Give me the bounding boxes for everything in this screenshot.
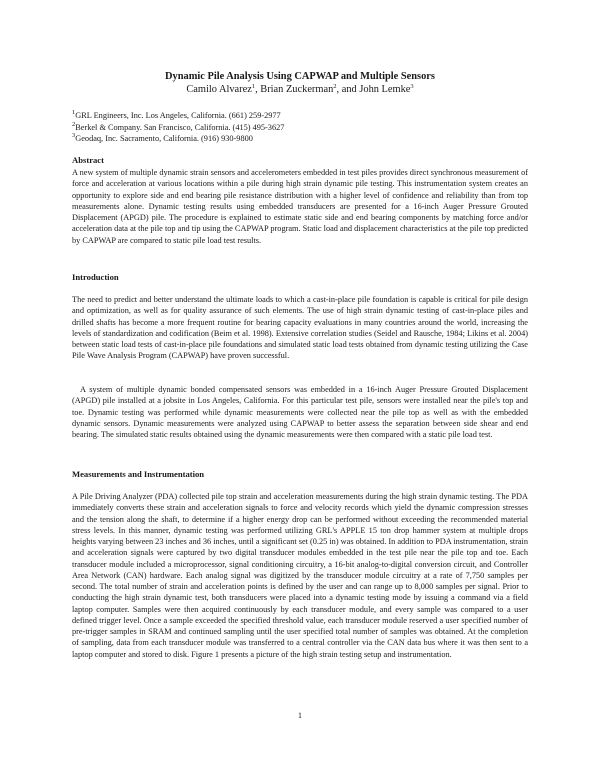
author-name: Brian Zuckerman bbox=[260, 84, 334, 95]
affiliation-superscript: 1 bbox=[72, 109, 76, 116]
affiliation bbox=[72, 110, 532, 122]
affiliation bbox=[72, 133, 532, 145]
author-name: Camilo Alvarez bbox=[186, 84, 252, 95]
abstract-text: A new system of multiple dynamic strain sensors and accelerometers embedded in test piles provides direct synchronous measurement of force and acceleration at various locations within a pile during high strain dynamic pile testing. This instrumentation system creates an opportunity to explore side and end bearing pile resistance distribution with a higher level of confidence and reliability than from top measurements alone. Dynamic testing results using embedded transducers are presented for a 16-inch Auger Pressure Grouted Displacement (APGD) pile. The procedure is explained to estimate static side and end bearing components by matching force and/or acceleration data at the pile top and tip using the CAPWAP program. Static load and displacement characteristics at the pile top predicted by CAPWAP are compared to static pile load test results. bbox=[72, 168, 528, 245]
author-name: John Lemke bbox=[359, 84, 411, 95]
author-superscript: 2 bbox=[333, 83, 337, 90]
measurements-paragraph: A Pile Driving Analyzer (PDA) collected pile top strain and acceleration measurements during the high strain dynamic testing. The PDA immediately converts these strain and acceleration signals to force and velocity records which yield the dynamic compression stresses and the tension along the shaft, to determine if a higher energy drop can be performed without exceeding the recommended material stress levels. In this manner, dynamic testing was performed utilizing GRL's APPLE 15 ton drop hammer system at multiple drops heights varying between 23 inches and 36 inches, until a significant set (0.25 in) was obtained. In addition to PDA instrumentation, strain and acceleration signals were captured by two digital transducer modules embedded in the test pile near the pile top and toe. Each transducer module included a microprocessor, signal conditioning circuitry, a 16-bit analog-to-digital conversion circuit, and Controller Area Network (CAN) hardware. Each analog signal was digitized by the transducer module circuitry at a rate of 7,750 samples per second. The total number of strain and acceleration points is defined by the user and can range up to 8,000 samples per signal. Prior to conducting the high strain dynamic test, both transducers were placed into a dynamic testing mode by issuing a command via a field laptop computer. Samples were then acquired continuously by each transducer module, and every sample was compared to a user defined trigger level. Once a sample exceeded the specified threshold value, each transducer module reserved a user specified number of pre-trigger samples in SRAM and continued sampling until the user specified total number of samples was obtained. At the completion of sampling, data from each transducer module was transferred to a central controller via the CAN data bus where it was then sent to a laptop computer and stored to disk. Figure 1 presents a picture of the high strain testing setup and instrumentation. bbox=[72, 492, 529, 659]
author-superscript: 1 bbox=[251, 83, 256, 90]
affiliation-superscript: 2 bbox=[72, 120, 76, 128]
affiliation bbox=[72, 122, 532, 134]
measurements-heading: Measurements and Instrumentation bbox=[72, 469, 205, 479]
introduction-paragraph: The need to predict and better understand the ultimate loads to which a cast-in-place pile foundation is capable is critical for pile design and optimization, as well as for quality assurance of such elements. The use of high strain dynamic testing of cast-in-place piles and drilled shafts has become a more frequent routine for bearing capacity evaluations in many countries around the world, increasing the levels of standardization and codification (Beim et al. 1998). Extensive correlation studies (Seidel and Rausche, 1984; Likins et al. 2004) between static load tests of cast-in-place pile foundations and simulated static load tests obtained from dynamic testing utilizing the Case Pile Wave Analysis Program (CAPWAP) have proven successful. bbox=[72, 295, 528, 361]
affiliation-text: GRL Engineers, Inc. Los Angeles, California. (661) 259-2977 bbox=[75, 111, 281, 120]
introduction-heading: Introduction bbox=[72, 272, 119, 282]
paper-title: Dynamic Pile Analysis Using CAPWAP and Multiple Sensors bbox=[165, 71, 435, 82]
author-superscript: 3 bbox=[410, 83, 414, 90]
page-number: 1 bbox=[297, 711, 303, 720]
author-list bbox=[0, 84, 600, 96]
affiliation-superscript: 3 bbox=[72, 132, 76, 139]
affiliation-text: Geodaq, Inc. Sacramento, California. (916) 930-9800 bbox=[75, 134, 253, 143]
author-separator: , bbox=[255, 84, 261, 95]
abstract-heading: Abstract bbox=[72, 155, 104, 165]
introduction-paragraph: A system of multiple dynamic bonded compensated sensors was embedded in a 16-inch Auger Pressure Grouted Displacement (APGD) pile installed at a jobsite in Los Angeles, California. For this particular test pile, sensors were installed near the pile's top and toe. Dynamic testing was performed while dynamic measurements were collected near the pile top as well as with the embedded dynamic sensors. Dynamic measurements were analyzed using CAPWAP to better assess the separation between side shear and end bearing. The simulated static results obtained using the dynamic measurements were then compared with a static pile load test. bbox=[72, 385, 528, 439]
affiliation-list bbox=[72, 110, 532, 145]
affiliation-text: Berkel & Company. San Francisco, California. (415) 495-3627 bbox=[75, 122, 285, 132]
author-separator: , and bbox=[336, 84, 360, 95]
